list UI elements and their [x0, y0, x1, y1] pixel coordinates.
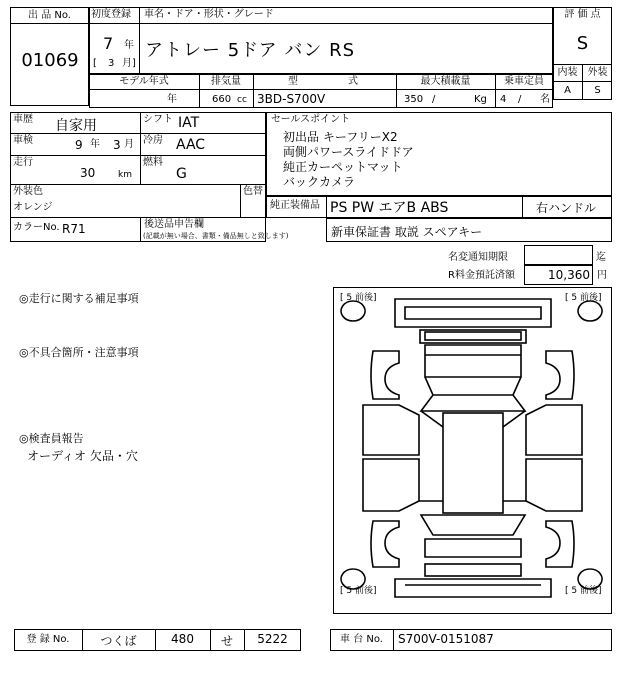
max-load-sep: /	[432, 94, 436, 105]
inspection-year-unit: 年	[90, 139, 100, 150]
pillar-lines	[419, 411, 526, 501]
fuel-value: G	[176, 166, 187, 182]
max-load-unit: Kg	[474, 94, 487, 105]
reg-month-open: [	[93, 58, 97, 69]
eval-sep2	[553, 81, 612, 82]
reg-month-unit: 月]	[122, 58, 136, 69]
sales-item-4: バックカメラ	[283, 175, 356, 189]
front-door-right	[526, 405, 582, 455]
interior-label: 内装	[557, 67, 578, 78]
car-name: アトレー 5ドア バン RS	[145, 40, 356, 61]
car-diagram	[333, 287, 612, 614]
rear-door-right	[526, 459, 582, 511]
capacity-value: 4	[500, 94, 507, 105]
color-label: 外装色	[13, 186, 43, 197]
wheel-front-left	[341, 301, 365, 321]
wheel-front-right	[578, 301, 602, 321]
recycle-value: 10,360	[548, 268, 590, 282]
inspection-year: 9	[75, 138, 83, 152]
color-no-label: カラーNo.	[13, 222, 60, 233]
lot-number: 01069	[21, 50, 79, 71]
details-colorchg-div	[240, 184, 241, 217]
details-r4	[10, 217, 266, 218]
eval-score: S	[576, 33, 589, 54]
lot-label: 出 品 No.	[10, 8, 89, 24]
front-fender-left	[371, 351, 399, 399]
usage-label: 車歴	[13, 114, 33, 125]
reg-no-label: 登 録 No.	[26, 634, 70, 645]
ac-value: AAC	[176, 137, 206, 153]
details-r3	[10, 184, 266, 185]
shift-value: IAT	[178, 115, 200, 131]
front-bumper-inner	[405, 307, 541, 319]
tire-front-right: [ 5 前後]	[565, 293, 602, 303]
inspector-label: ◎検査員報告	[19, 432, 84, 445]
color-no-value: R71	[62, 222, 86, 236]
front-fender-right	[546, 351, 574, 399]
spec-div2	[253, 74, 254, 108]
chassis-div	[393, 629, 394, 651]
model-year-label: モデル年式	[119, 76, 169, 87]
ac-label: 冷房	[143, 135, 163, 146]
eval-label: 評 価 点	[564, 9, 601, 20]
equipment-div2	[522, 196, 523, 218]
inspection-month-unit: 月	[124, 139, 134, 150]
exterior-label: 外装	[587, 67, 608, 78]
equipment-div1	[326, 196, 327, 218]
title-divider	[139, 7, 140, 74]
chassis-value: S700V-0151087	[398, 632, 494, 646]
chassis-label: 車 台 No.	[340, 634, 383, 645]
rear-fender-right	[546, 521, 574, 567]
defects-notes-label: ◎不具合箇所・注意事項	[19, 346, 139, 359]
displacement-value: 660	[212, 94, 232, 105]
car-name-label: 車名・ドア・形状・グレード	[144, 9, 274, 20]
first-reg-label: 初度登録	[91, 9, 131, 20]
front-door-left	[363, 405, 419, 455]
title-sep	[89, 23, 553, 24]
type-label: 型	[288, 76, 298, 87]
mileage-value: 30	[80, 166, 96, 180]
inspection-month: 3	[113, 138, 121, 152]
inspection-label: 車検	[13, 135, 33, 146]
type-value: 3BD-S700V	[257, 92, 326, 106]
color-value: オレンジ	[13, 202, 53, 213]
displacement-label: 排気量	[211, 76, 241, 87]
mileage-unit: km	[118, 170, 132, 180]
rear-plate	[425, 564, 521, 576]
details-r2	[10, 155, 266, 156]
docs-value: 新車保証書 取説 スペアキー	[331, 225, 483, 239]
displacement-unit: cc	[237, 95, 247, 105]
color-no-div	[140, 217, 141, 242]
color-change-label: 色替	[243, 186, 263, 197]
capacity-sep: /	[518, 94, 522, 105]
capacity-unit: 名	[540, 94, 550, 105]
rear-fender-left	[371, 521, 399, 567]
reg-area: つくば	[100, 634, 137, 648]
recycle-label: R料金預託済額	[448, 270, 515, 281]
reg-kana: せ	[220, 634, 233, 648]
sales-item-3: 純正カーペットマット	[283, 160, 403, 174]
declaration-label: 後送品申告欄	[144, 219, 204, 230]
shift-label: シフト	[143, 114, 173, 125]
capacity-label: 乗車定員	[504, 76, 544, 87]
details-mid	[140, 112, 141, 184]
recycle-unit: 円	[597, 270, 607, 281]
model-year-unit: 年	[167, 94, 177, 105]
handle-value: 右ハンドル	[536, 201, 597, 215]
max-load-value: 350	[404, 94, 424, 105]
mileage-label: 走行	[13, 157, 33, 168]
tire-front-left: [ 5 前後]	[340, 293, 377, 303]
spec-sep	[89, 89, 553, 90]
inspector-text: オーディオ 欠品・穴	[27, 449, 138, 463]
declaration-note: (記載が無い場合、書類・備品無しと致します)	[143, 232, 289, 240]
equipment-label: 純正装備品	[270, 200, 320, 211]
reg-number: 5222	[257, 632, 288, 646]
name-change-box	[524, 245, 593, 265]
type-label2: 式	[348, 76, 358, 87]
tire-rear-left: [ 5 前後]	[340, 586, 377, 596]
interior-score: A	[564, 85, 571, 96]
hood-lines	[425, 355, 521, 395]
hood	[425, 345, 521, 377]
max-load-label: 最大積載量	[420, 76, 471, 87]
sales-label: セールスポイント	[271, 114, 351, 125]
sales-item-1: 初出品 キーフリーX2	[283, 130, 398, 144]
reg-year: 7	[103, 34, 114, 53]
fuel-label: 燃料	[143, 157, 163, 168]
reg-class: 480	[171, 632, 194, 646]
reg-month: 3	[108, 58, 115, 69]
front-bumper	[395, 299, 551, 327]
roof	[443, 413, 503, 513]
name-change-unit: 迄	[596, 252, 606, 263]
equipment-value: PS PW エアB ABS	[330, 200, 449, 216]
windshield	[421, 395, 525, 411]
rear-gate	[425, 539, 521, 557]
name-change-label: 名変通知期限	[448, 252, 508, 263]
exterior-score: S	[594, 85, 601, 96]
wheel-rear-left	[341, 569, 365, 589]
wheel-rear-right	[578, 569, 602, 589]
front-grille-inner	[425, 332, 521, 340]
tire-rear-right: [ 5 前後]	[565, 586, 602, 596]
sales-item-2: 両側パワースライドドア	[283, 145, 414, 159]
usage-value: 自家用	[55, 118, 97, 134]
reg-year-unit: 年	[124, 40, 134, 51]
driving-notes-label: ◎走行に関する補足事項	[19, 292, 139, 305]
rear-door-left	[363, 459, 419, 511]
rear-bumper	[395, 579, 551, 597]
rear-window	[421, 515, 525, 535]
details-r1	[10, 133, 266, 134]
